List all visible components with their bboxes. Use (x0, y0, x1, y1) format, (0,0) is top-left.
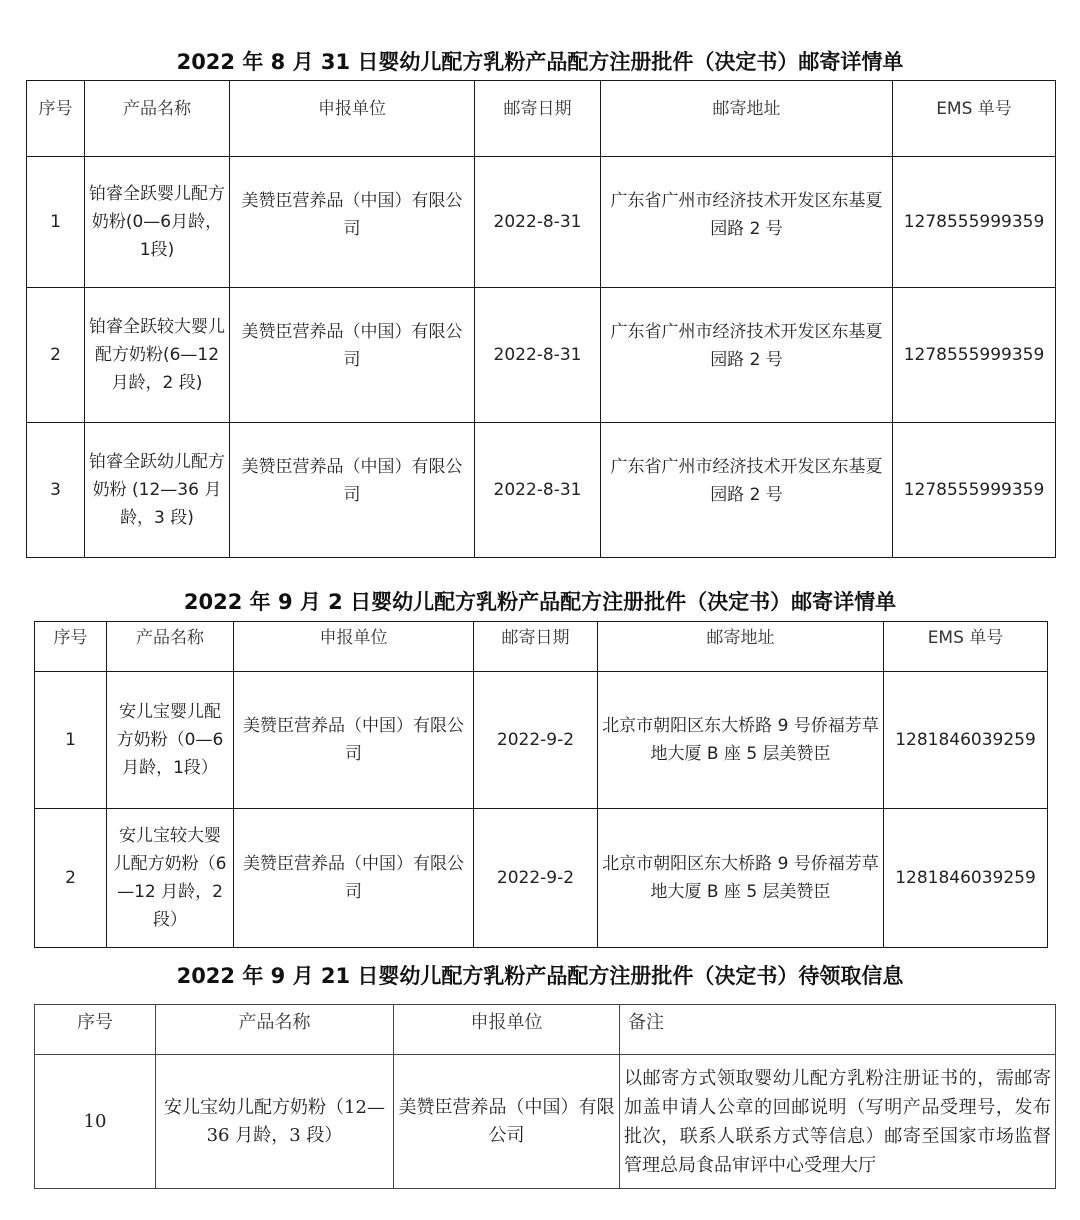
mailing-table-sep2 (34, 621, 1048, 948)
cell-product: 安儿宝幼儿配方奶粉（12—36 月龄，3 段） (156, 1055, 394, 1189)
cell-address: 广东省广州市经济技术开发区东基夏园路 2 号 (601, 423, 893, 558)
table-row (35, 809, 1048, 948)
pickup-table-sep21 (34, 1004, 1056, 1189)
cell-ems: 1278555999359 (893, 423, 1056, 558)
section2-title: 2022 年 9 月 2 日婴幼儿配方乳粉产品配方注册批件（决定书）邮寄详情单 (183, 590, 897, 614)
section1-title: 2022 年 8 月 31 日婴幼儿配方乳粉产品配方注册批件（决定书）邮寄详情单 (176, 50, 904, 74)
table-row (27, 423, 1056, 558)
header-company: 申报单位 (230, 81, 475, 157)
cell-company: 美赞臣营养品（中国）有限公司 (394, 1055, 620, 1189)
cell-ems: 1281846039259 (884, 809, 1048, 948)
cell-product: 安儿宝婴儿配方奶粉（0—6 月龄，1段） (107, 672, 234, 809)
cell-product: 铂睿全跃婴儿配方奶粉(0—6月龄，1段) (85, 157, 230, 288)
table-row (35, 1055, 1056, 1189)
cell-date: 2022-8-31 (475, 288, 601, 423)
header-company: 申报单位 (234, 622, 474, 672)
header-company: 申报单位 (394, 1005, 620, 1055)
header-ems: EMS 单号 (893, 81, 1056, 157)
cell-ems: 1278555999359 (893, 288, 1056, 423)
cell-date: 2022-8-31 (475, 157, 601, 288)
cell-company: 美赞臣营养品（中国）有限公司 (230, 157, 475, 288)
cell-company: 美赞臣营养品（中国）有限公司 (234, 672, 474, 809)
cell-address: 北京市朝阳区东大桥路 9 号侨福芳草地大厦 B 座 5 层美赞臣 (598, 672, 884, 809)
cell-product: 安儿宝较大婴儿配方奶粉（6—12 月龄，2 段） (107, 809, 234, 948)
cell-date: 2022-8-31 (475, 423, 601, 558)
cell-note: 以邮寄方式领取婴幼儿配方乳粉注册证书的，需邮寄加盖申请人公章的回邮说明（写明产品受理号，发布批次，联系人联系方式等信息）邮寄至国家市场监督管理总局食品审评中心受理大厅 (620, 1055, 1056, 1189)
header-product: 产品名称 (107, 622, 234, 672)
cell-ems: 1278555999359 (893, 157, 1056, 288)
header-no: 序号 (27, 81, 85, 157)
cell-product: 铂睿全跃幼儿配方奶粉 (12—36 月龄，3 段) (85, 423, 230, 558)
mailing-table-aug31 (26, 80, 1056, 558)
cell-product: 铂睿全跃较大婴儿配方奶粉(6—12 月龄，2 段) (85, 288, 230, 423)
header-note: 备注 (620, 1005, 1056, 1055)
table-header-row (27, 81, 1056, 157)
header-address: 邮寄地址 (598, 622, 884, 672)
table-row (35, 672, 1048, 809)
table-header-row (35, 1005, 1056, 1055)
header-no: 序号 (35, 622, 107, 672)
cell-no: 2 (27, 288, 85, 423)
cell-company: 美赞臣营养品（中国）有限公司 (230, 288, 475, 423)
cell-no: 10 (35, 1055, 156, 1189)
table-row (27, 288, 1056, 423)
header-product: 产品名称 (85, 81, 230, 157)
cell-date: 2022-9-2 (474, 672, 598, 809)
cell-company: 美赞臣营养品（中国）有限公司 (230, 423, 475, 558)
cell-no: 1 (35, 672, 107, 809)
header-ems: EMS 单号 (884, 622, 1048, 672)
cell-no: 1 (27, 157, 85, 288)
cell-date: 2022-9-2 (474, 809, 598, 948)
header-no: 序号 (35, 1005, 156, 1055)
cell-company: 美赞臣营养品（中国）有限公司 (234, 809, 474, 948)
cell-no: 2 (35, 809, 107, 948)
header-date: 邮寄日期 (474, 622, 598, 672)
section3-title: 2022 年 9 月 21 日婴幼儿配方乳粉产品配方注册批件（决定书）待领取信息 (176, 964, 904, 988)
header-date: 邮寄日期 (475, 81, 601, 157)
cell-address: 北京市朝阳区东大桥路 9 号侨福芳草地大厦 B 座 5 层美赞臣 (598, 809, 884, 948)
table-row (27, 157, 1056, 288)
table-header-row (35, 622, 1048, 672)
header-product: 产品名称 (156, 1005, 394, 1055)
cell-no: 3 (27, 423, 85, 558)
cell-ems: 1281846039259 (884, 672, 1048, 809)
cell-address: 广东省广州市经济技术开发区东基夏园路 2 号 (601, 288, 893, 423)
header-address: 邮寄地址 (601, 81, 893, 157)
cell-address: 广东省广州市经济技术开发区东基夏园路 2 号 (601, 157, 893, 288)
